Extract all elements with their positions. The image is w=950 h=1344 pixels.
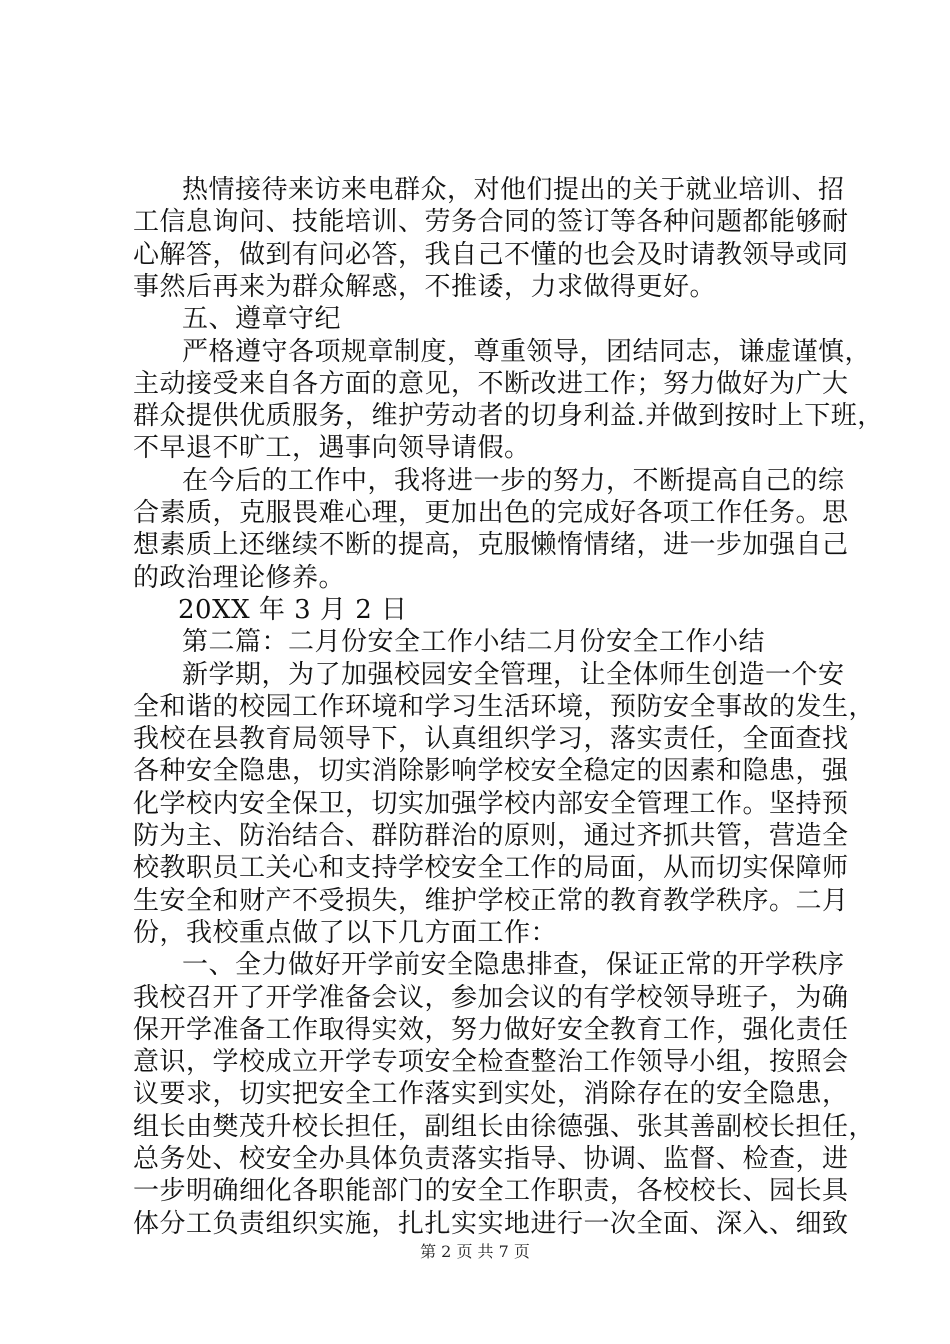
text-line: 组长由樊茂升校长担任，副组长由徐德强、张其善副校长担任， [133, 1111, 876, 1142]
text-line: 全和谐的校园工作环境和学习生活环境，预防安全事故的发生， [133, 691, 876, 722]
page-footer: 第 2 页 共 7 页 [420, 1242, 530, 1261]
text-line: 工信息询问、技能培训、劳务合同的签订等各种问题都能够耐 [133, 207, 849, 238]
text-line: 意识，学校成立开学专项安全检查整治工作领导小组，按照会 [133, 1047, 849, 1078]
text-line: 各种安全隐患，切实消除影响学校安全稳定的因素和隐患，强 [133, 756, 849, 787]
text-line: 一步明确细化各职能部门的安全工作职责，各校校长、园长具 [133, 1176, 849, 1207]
text-line: 第二篇：二月份安全工作小结二月份安全工作小结 [182, 627, 766, 658]
text-line: 新学期，为了加强校园安全管理，让全体师生创造一个安 [182, 659, 845, 690]
text-line: 事然后再来为群众解惑，不推诿，力求做得更好。 [133, 271, 717, 302]
text-line: 总务处、校安全办具体负责落实指导、协调、监督、检查，进 [133, 1144, 849, 1174]
text-line: 议要求，切实把安全工作落实到实处，消除存在的安全隐患， [133, 1079, 849, 1110]
text-line: 防为主、防治结合、群防群治的原则，通过齐抓共管，营造全 [133, 821, 849, 851]
text-line: 校教职员工关心和支持学校安全工作的局面，从而切实保障师 [133, 853, 849, 884]
text-line: 生安全和财产不受损失，维护学校正常的教育教学秩序。二月 [133, 885, 849, 916]
text-line: 份，我校重点做了以下几方面工作： [133, 917, 558, 948]
text-line: 热情接待来访来电群众，对他们提出的关于就业培训、招 [182, 175, 845, 205]
text-line: 在今后的工作中，我将进一步的努力，不断提高自己的综 [182, 465, 845, 496]
text-line: 不早退不旷工，遇事向领导请假。 [133, 433, 531, 464]
text-line: 的政治理论修养。 [133, 562, 346, 593]
text-line: 主动接受来自各方面的意见，不断改进工作；努力做好为广大 [133, 368, 849, 399]
text-line: 一、全力做好开学前安全隐患排查，保证正常的开学秩序 [182, 950, 845, 981]
text-line: 体分工负责组织实施，扎扎实实地进行一次全面、深入、细致 [133, 1208, 849, 1239]
text-line: 我校召开了开学准备会议，参加会议的有学校领导班子，为确 [133, 982, 849, 1013]
text-line: 群众提供优质服务，维护劳动者的切身利益.并做到按时上下班， [133, 401, 884, 432]
text-line: 五、遵章守纪 [182, 304, 342, 335]
text-line: 合素质，克服畏难心理，更加出色的完成好各项工作任务。思 [133, 498, 849, 528]
text-line: 严格遵守各项规章制度，尊重领导，团结同志，谦虚谨慎， [182, 336, 872, 367]
text-line: 化学校内安全保卫，切实加强学校内部安全管理工作。坚持预 [133, 788, 849, 819]
text-line: 保开学准备工作取得实效，努力做好安全教育工作，强化责任 [133, 1014, 849, 1045]
text-line: 我校在县教育局领导下，认真组织学习，落实责任，全面查找 [133, 724, 849, 755]
text-line: 想素质上还继续不断的提高，克服懒惰情绪，进一步加强自己 [133, 530, 849, 561]
text-line: 20XX 年 3 月 2 日 [178, 594, 408, 625]
text-line: 心解答，做到有问必答，我自己不懂的也会及时请教领导或同 [133, 239, 849, 270]
